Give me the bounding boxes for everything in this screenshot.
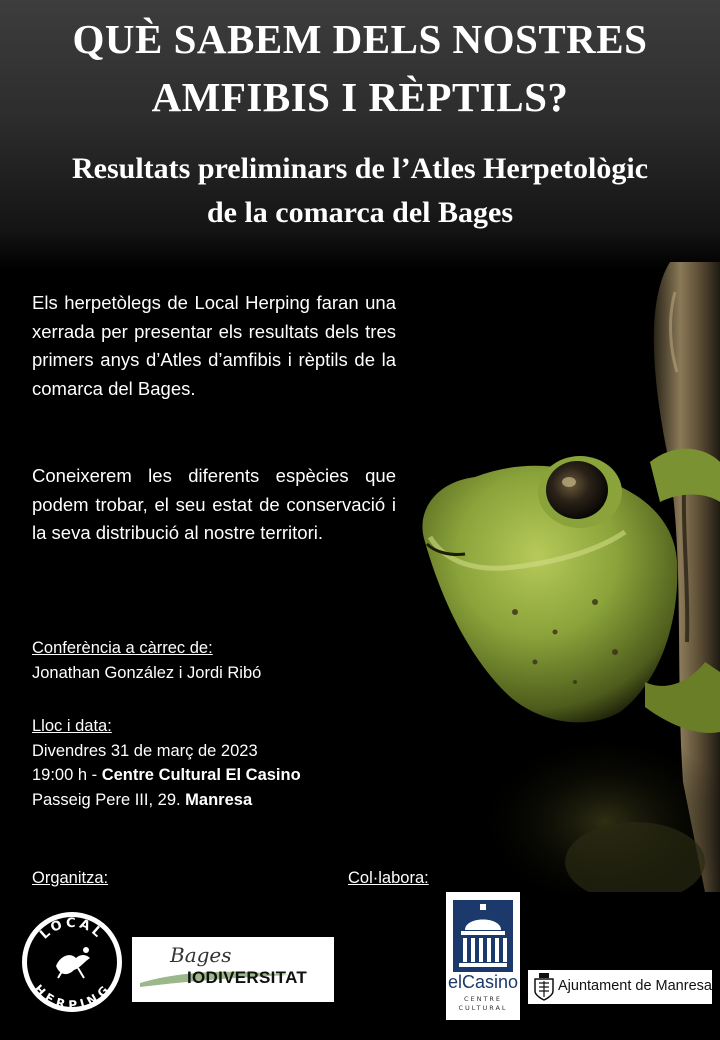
logo-text-top: LOCAL	[37, 915, 107, 943]
tree-frog-photo	[405, 262, 720, 892]
bages-biodiversitat-logo	[132, 937, 334, 1002]
logo-text-bottom: HERPING	[31, 981, 113, 1012]
event-time-place	[32, 763, 301, 788]
event-venue: Centre Cultural El Casino	[101, 766, 301, 784]
organizer-label: Organitza:	[32, 869, 109, 887]
title-line-1: QUÈ SABEM DELS NOSTRES	[72, 16, 648, 62]
event-address: Passeig Pere III, 29.	[32, 790, 186, 809]
conference-label: Conferència a càrrec de:	[32, 639, 213, 657]
page-subtitle	[0, 147, 720, 235]
subtitle-line-1: Resultats preliminars de l’Atles Herpetològic	[71, 152, 649, 185]
conference-block	[32, 636, 261, 685]
conference-speakers: Jonathan González i Jordi Ribó	[32, 663, 262, 682]
intro-paragraph-2: Coneixerem les diferents espècies que podem trobar, el seu estat de conservació i la seva distribució al nostre territori.	[32, 465, 396, 543]
el-casino-logo	[446, 892, 520, 1020]
bages-script-text: Bages	[170, 943, 232, 967]
event-address-line	[32, 788, 301, 813]
intro-paragraph-1: Els herpetòlegs de Local Herping faran una xerrada per presentar els resultats dels tres primers anys d’Atles d’amfibis i rèptils de la comarca del Bages.	[32, 292, 396, 399]
subtitle-line-2: de la comarca del Bages	[206, 196, 514, 229]
local-herping-logo	[20, 910, 124, 1014]
venue-block	[32, 714, 301, 812]
casino-sub-text-2: CULTURAL	[458, 1004, 508, 1012]
city-shield-icon	[533, 973, 555, 1001]
bages-name-text: IODIVERSITAT	[187, 968, 308, 987]
event-city: Manresa	[185, 790, 253, 809]
header-band	[0, 0, 720, 270]
collaborator-label: Col·labora:	[348, 869, 429, 887]
event-time: 19:00 h -	[32, 766, 102, 784]
casino-sub-text-1: CENTRE	[463, 995, 503, 1003]
ajuntament-text: Ajuntament de Manresa	[558, 978, 712, 994]
page-title	[0, 10, 720, 126]
casino-name-text: elCasino	[447, 972, 519, 992]
title-line-2: AMFIBIS I RÈPTILS?	[151, 74, 569, 120]
event-date: Divendres 31 de març de 2023	[32, 741, 258, 760]
venue-label: Lloc i data:	[32, 717, 112, 735]
dome-building-icon	[453, 900, 513, 976]
ajuntament-manresa-logo	[528, 970, 712, 1004]
